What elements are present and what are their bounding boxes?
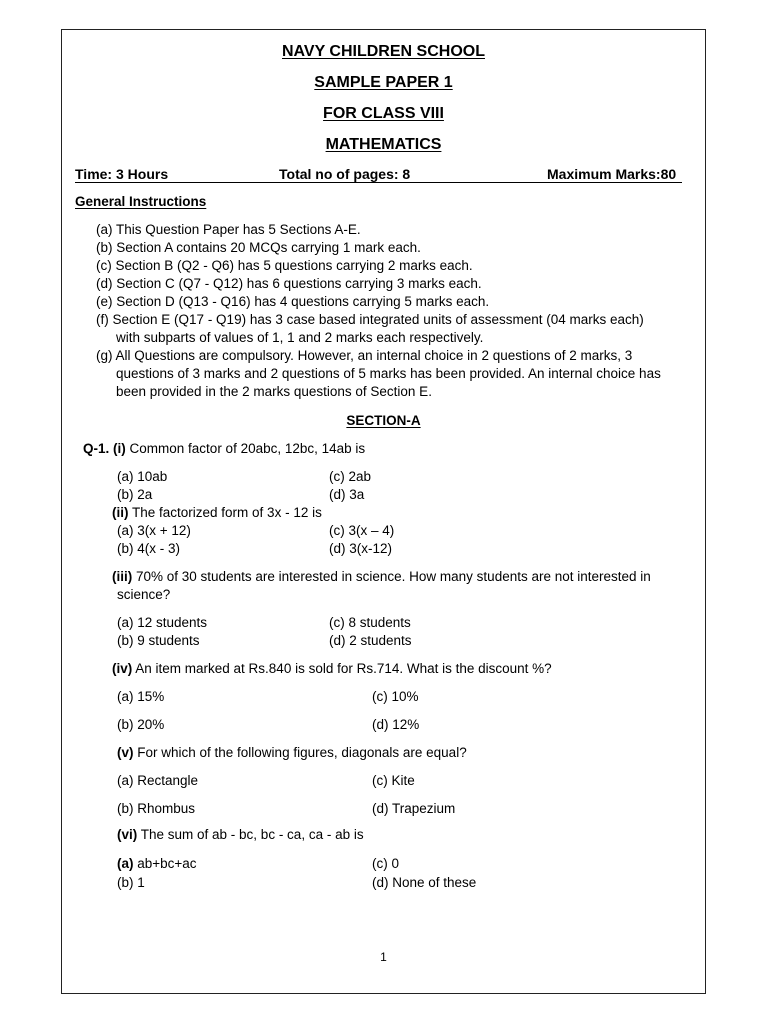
question-1-i <box>83 441 365 456</box>
instruction-g <box>96 347 632 365</box>
instruction-f <box>96 311 644 329</box>
option-c: (c) 2ab <box>329 469 372 484</box>
question-text: An item marked at Rs.840 is sold for Rs.714. What is the discount %? <box>132 661 552 676</box>
option-a: (a) 15% <box>117 689 165 704</box>
total-pages: Total no of pages: 8 <box>279 166 411 182</box>
instruction-label: (d) <box>96 276 113 291</box>
instruction-text: Section C (Q7 - Q12) has 6 questions carrying 3 marks each. <box>116 276 482 291</box>
option-c: (c) Kite <box>372 773 415 788</box>
page-number: 1 <box>380 950 387 964</box>
option-a: (a) Rectangle <box>117 773 199 788</box>
option-c: (c) 0 <box>372 856 399 871</box>
section-a-heading: SECTION-A <box>346 413 421 428</box>
instruction-a <box>96 221 361 239</box>
paper-title: SAMPLE PAPER 1 <box>314 74 453 91</box>
sub-question-number: (vi) <box>117 827 138 842</box>
sub-question-number: (v) <box>117 745 134 760</box>
instruction-text: All Questions are compulsory. However, an internal choice in 2 questions of 2 marks, 3 <box>115 348 633 363</box>
instruction-e <box>96 293 489 311</box>
instruction-text: Section E (Q17 - Q19) has 3 case based integrated units of assessment (04 marks each) <box>112 312 644 327</box>
option-b: (b) Rhombus <box>117 801 196 816</box>
instruction-label: (b) <box>96 240 113 255</box>
option-c: (c) 10% <box>372 689 419 704</box>
instruction-text: Section B (Q2 - Q6) has 5 questions carrying 2 marks each. <box>115 258 473 273</box>
option-b: (b) 4(x - 3) <box>117 541 181 556</box>
exam-page <box>61 29 706 994</box>
option-c: (c) 3(x – 4) <box>329 523 395 538</box>
instruction-g-continued-1: questions of 3 marks and 2 questions of 5 marks has been provided. An internal choice has <box>116 366 661 381</box>
option-b: (b) 2a <box>117 487 153 502</box>
option-a: (a) 3(x + 12) <box>117 523 191 538</box>
sub-question-number: (iv) <box>112 661 133 676</box>
instruction-text: Section A contains 20 MCQs carrying 1 mark each. <box>116 240 421 255</box>
time-allowed: Time: 3 Hours <box>75 166 169 182</box>
option-d: (d) 2 students <box>329 633 412 648</box>
option-a: (a) 10ab <box>117 469 168 484</box>
instruction-g-continued-2: been provided in the 2 marks questions of Section E. <box>116 384 432 399</box>
maximum-marks: Maximum Marks:80 <box>547 166 677 182</box>
instruction-c <box>96 257 473 275</box>
school-name: NAVY CHILDREN SCHOOL <box>282 43 485 60</box>
question-1-vi <box>117 827 364 842</box>
option-c: (c) 8 students <box>329 615 411 630</box>
option-b: (b) 1 <box>117 875 145 890</box>
option-b: (b) 9 students <box>117 633 200 648</box>
option-a <box>117 856 197 871</box>
instruction-f-continued: with subparts of values of 1, 1 and 2 marks each respectively. <box>116 330 484 345</box>
question-number: Q-1. <box>83 441 110 456</box>
question-text: The sum of ab - bc, bc - ca, ca - ab is <box>137 827 364 842</box>
option-b: (b) 20% <box>117 717 165 732</box>
instruction-label: (a) <box>96 222 113 237</box>
option-d: (d) 12% <box>372 717 420 732</box>
sub-question-number: (iii) <box>112 569 133 584</box>
question-text: Common factor of 20abc, 12bc, 14ab is <box>125 441 366 456</box>
subject-title: MATHEMATICS <box>325 136 442 153</box>
question-1-iii <box>112 569 651 584</box>
instruction-d <box>96 275 482 293</box>
instruction-label: (e) <box>96 294 113 309</box>
instruction-text: This Question Paper has 5 Sections A-E. <box>116 222 361 237</box>
instructions-heading: General Instructions <box>75 194 207 209</box>
question-1-v <box>117 745 467 760</box>
instruction-text: Section D (Q13 - Q16) has 4 questions carrying 5 marks each. <box>116 294 490 309</box>
instruction-label: (c) <box>96 258 112 273</box>
question-1-ii <box>112 505 322 520</box>
question-text: For which of the following figures, diagonals are equal? <box>133 745 467 760</box>
instruction-label: (f) <box>96 312 109 327</box>
option-d: (d) 3(x-12) <box>329 541 393 556</box>
class-title: FOR CLASS VIII <box>323 105 444 122</box>
question-text: The factorized form of 3x - 12 is <box>128 505 322 520</box>
sub-question-number: (i) <box>113 441 126 456</box>
option-d: (d) Trapezium <box>372 801 456 816</box>
option-d: (d) None of these <box>372 875 477 890</box>
instruction-b <box>96 239 421 257</box>
question-text: 70% of 30 students are interested in science. How many students are not interested in <box>132 569 651 584</box>
meta-underline <box>75 182 682 183</box>
option-a: (a) 12 students <box>117 615 208 630</box>
question-1-iv <box>112 661 552 676</box>
question-1-iii-continued: science? <box>117 587 171 602</box>
option-letter: (a) <box>117 856 134 871</box>
sub-question-number: (ii) <box>112 505 129 520</box>
option-d: (d) 3a <box>329 487 365 502</box>
option-text: ab+bc+ac <box>133 856 197 871</box>
instruction-label: (g) <box>96 348 113 363</box>
